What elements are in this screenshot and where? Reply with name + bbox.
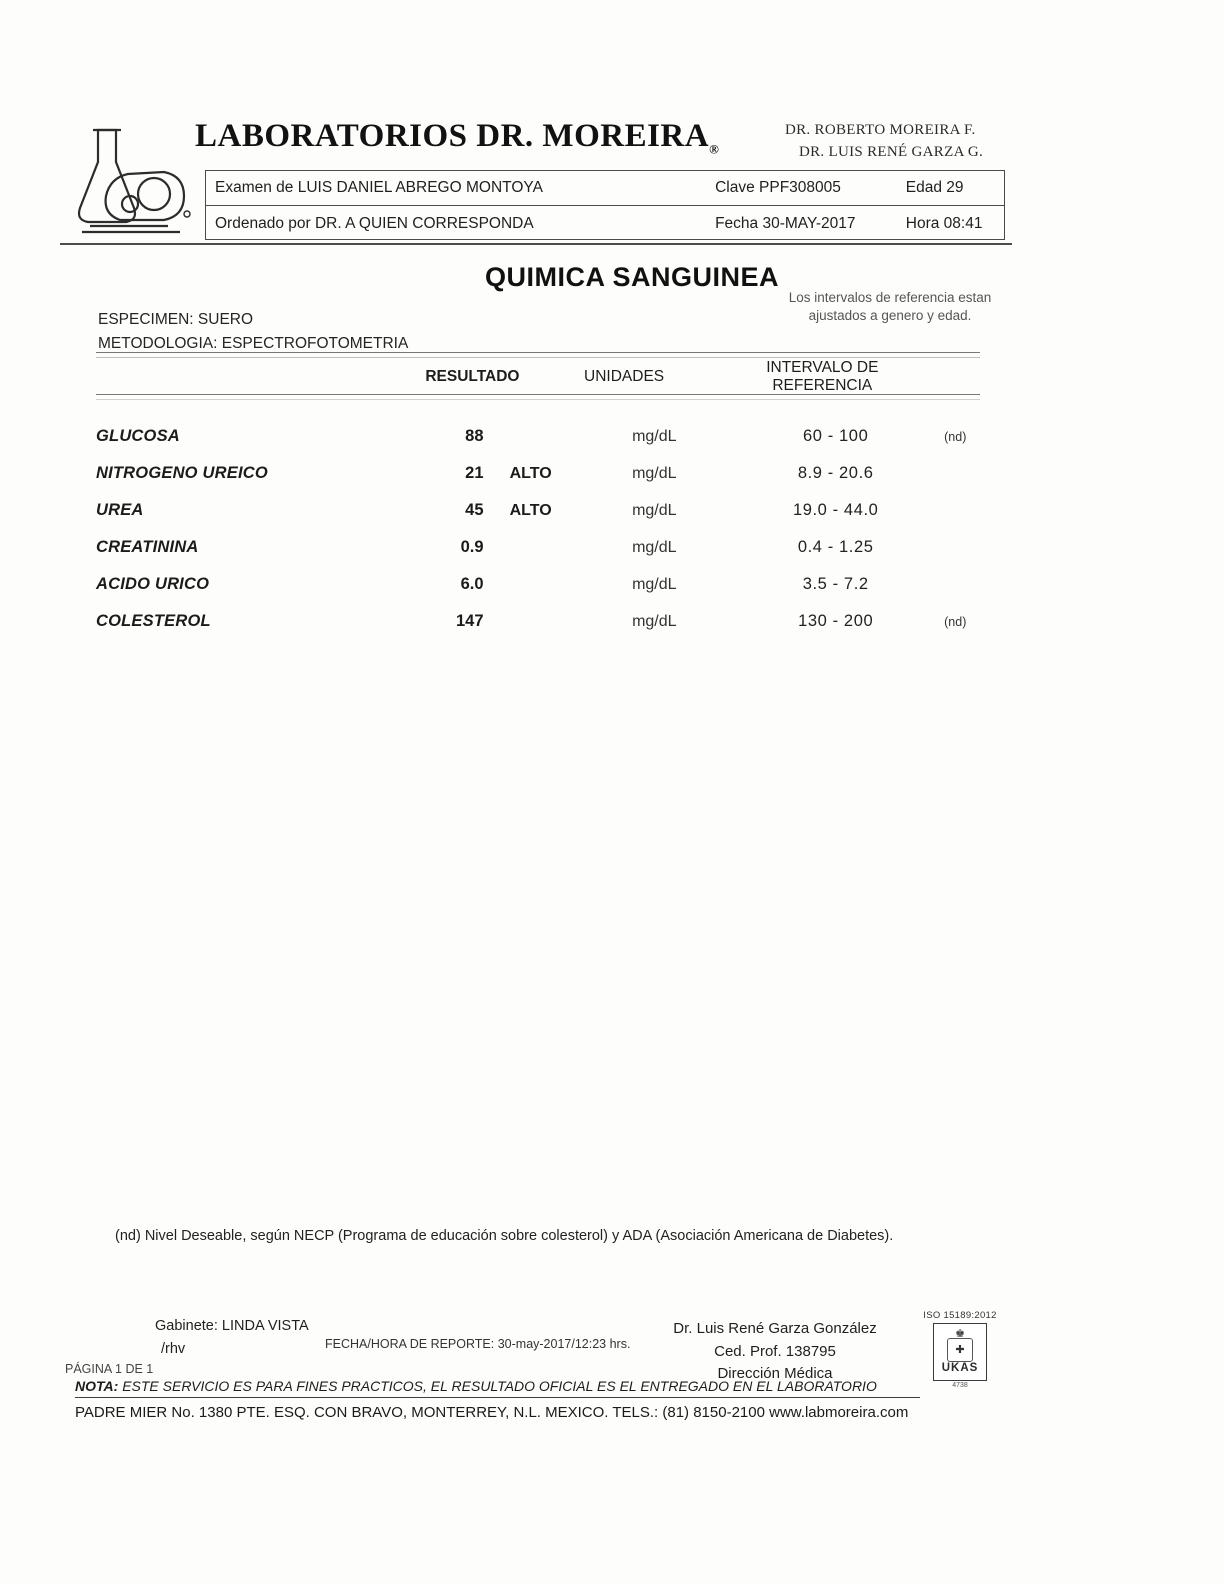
patient-name-field: Examen de LUIS DANIEL ABREGO MONTOYA [215,179,543,196]
table-row [96,492,980,529]
analyte-reference: 8.9 - 20.6 [797,464,874,482]
report-header [60,110,1020,245]
ukas-accreditation-number: 4738 [952,1382,968,1389]
ordenado-por-field: Ordenado por DR. A QUIEN CORRESPONDA [215,214,534,232]
patient-info-row-2 [206,206,1004,241]
doctor-names [785,120,983,164]
analyte-nd-mark: (nd) [944,614,967,629]
analyte-name: UREA [96,501,144,519]
hora-field: Hora 08:41 [905,214,983,232]
technician-initials: /rhv [161,1341,186,1358]
analyte-units: mg/dL [632,538,677,556]
crown-icon: ♚ [955,1328,965,1340]
analyte-name: COLESTEROL [96,612,211,630]
signer-license: Ced. Prof. 138795 [714,1342,836,1360]
analyte-units: mg/dL [632,612,677,630]
results-table [96,352,980,640]
page-number: PÁGINA 1 DE 1 [65,1362,154,1376]
analyte-result: 0.9 [460,538,484,556]
methodology-label: METODOLOGIA: ESPECTROFOTOMETRIA [98,335,409,353]
analyte-units: mg/dL [632,464,677,482]
reference-interval-note [775,289,1005,325]
analyte-nd-mark: (nd) [944,429,967,444]
laboratory-name [195,118,719,158]
analyte-units: mg/dL [632,575,677,593]
analyte-name: GLUCOSA [96,427,180,445]
analyte-result: 88 [465,427,484,445]
analyte-name: ACIDO URICO [96,575,210,593]
analyte-result: 6.0 [460,575,484,593]
edad-field: Edad 29 [905,179,964,196]
page-title [0,262,1224,293]
signature-block [640,1318,910,1386]
fecha-field: Fecha 30-MAY-2017 [715,214,856,232]
analyte-result: 21 [465,464,484,482]
analyte-name: CREATININA [96,538,199,556]
analyte-reference: 0.4 - 1.25 [797,538,874,556]
gabinete-label: Gabinete: LINDA VISTA [155,1318,309,1334]
doctor-name-2: DR. LUIS RENÉ GARZA G. [799,143,984,160]
patient-info-box [205,170,1005,240]
specimen-info [98,308,408,356]
disclaimer-prefix: NOTA: [75,1378,119,1394]
specimen-label: ESPECIMEN: SUERO [98,311,254,328]
signer-role: Dirección Médica [717,1365,833,1382]
table-header-row [96,358,980,392]
analyte-reference: 60 - 100 [803,427,869,445]
ukas-label: UKAS [941,1362,979,1374]
header-intervalo: INTERVALO DE REFERENCIA [766,359,879,394]
analyte-flag: ALTO [509,464,552,482]
table-row [96,566,980,603]
header-divider [60,243,1012,245]
table-row [96,529,980,566]
ukas-stamp-icon [933,1323,987,1381]
analyte-flag: ALTO [509,501,552,519]
table-row [96,455,980,492]
patient-info-row-1 [206,171,1004,206]
analyte-name: NITROGENO UREICO [96,464,268,482]
table-row [96,603,980,640]
clave-field: Clave PPF308005 [715,179,841,196]
registered-trademark-icon: ® [709,141,720,157]
page-title-text: QUIMICA SANGUINEA [484,262,779,292]
header-unidades: UNIDADES [584,368,665,385]
gabinete-info [155,1315,309,1361]
laboratory-name-text: LABORATORIOS DR. MOREIRA [195,118,710,154]
reference-note-line-2: ajustados a genero y edad. [808,308,972,324]
analyte-result: 45 [465,501,484,519]
header-resultado: RESULTADO [425,368,520,385]
disclaimer-text: ESTE SERVICIO ES PARA FINES PRACTICOS, EL RESULTADO OFICIAL ES EL ENTREGADO EN EL LABORATORIO [122,1378,877,1394]
accreditation-seal [920,1310,1000,1389]
iso-standard-label: ISO 15189:2012 [923,1310,997,1321]
analyte-reference: 130 - 200 [798,612,874,630]
report-datetime: FECHA/HORA DE REPORTE: 30-may-2017/12:23 hrs. [325,1337,631,1351]
laboratory-logo-icon [68,122,198,237]
reference-note-line-1: Los intervalos de referencia estan [788,290,992,305]
analyte-reference: 3.5 - 7.2 [802,575,869,593]
laboratory-address: PADRE MIER No. 1380 PTE. ESQ. CON BRAVO, MONTERREY, N.L. MEXICO. TELS.: (81) 8150-2100 www.labmoreira.com [75,1404,909,1421]
nd-footnote: (nd) Nivel Deseable, según NECP (Programa de educación sobre colesterol) y ADA (Asociación Americana de Diabetes). [115,1228,894,1244]
table-row [96,418,980,455]
signer-name: Dr. Luis René Garza González [673,1320,877,1337]
analyte-reference: 19.0 - 44.0 [792,501,879,519]
disclaimer-note [75,1378,920,1398]
doctor-name-1: DR. ROBERTO MOREIRA F. [785,122,976,138]
analyte-units: mg/dL [632,501,677,519]
analyte-result: 147 [455,612,484,630]
ukas-emblem-icon: ✚ [947,1338,973,1362]
analyte-units: mg/dL [632,427,677,445]
